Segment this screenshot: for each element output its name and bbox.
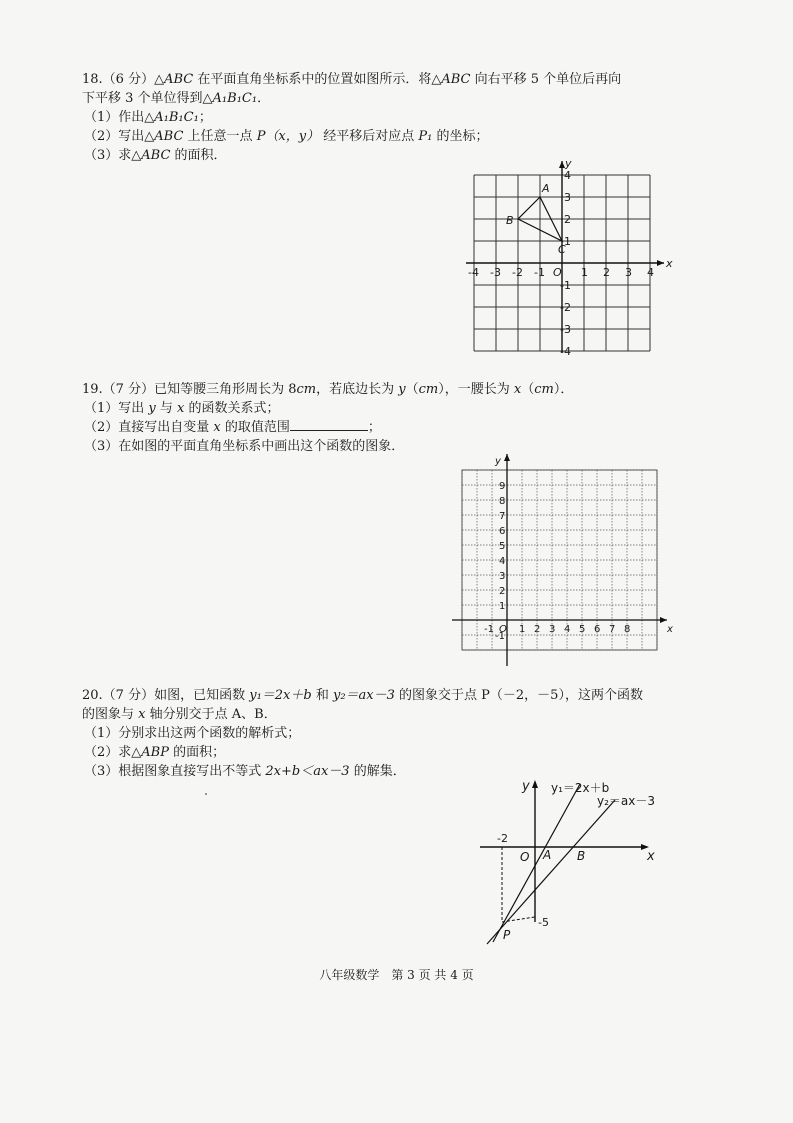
y-tick-label: 5 (499, 541, 506, 552)
x-axis-label: x (667, 624, 673, 635)
y-axis-arrow (532, 780, 538, 788)
y-tick-label: 8 (499, 496, 506, 507)
y-tick-label: 1 (564, 235, 571, 248)
q18-sub1: （1）作出△A₁B₁C₁； (84, 110, 212, 125)
q19-sub1: （1）写出 y 与 x 的函数关系式； (84, 401, 280, 416)
q20-sub1: （1）分别求出这两个函数的解析式； (84, 726, 301, 741)
x-axis-arrow (660, 617, 667, 623)
q20-sub2: （2）求△ABP 的面积； (84, 745, 226, 760)
origin-label: O (499, 624, 507, 635)
x-tick-label: 1 (581, 266, 588, 279)
x-tick-label: -4 (468, 266, 479, 279)
q18-coordinate-grid (462, 155, 673, 358)
y-axis-arrow (504, 454, 510, 461)
x-axis-label: x (666, 257, 673, 270)
x-tick-label: 4 (564, 624, 571, 635)
label-neg2: -2 (497, 832, 508, 845)
y-tick-label: 4 (499, 556, 506, 567)
q18-line2: 下平移 3 个单位得到△A₁B₁C₁． (82, 91, 271, 106)
line-y1 (493, 784, 580, 942)
x-tick-label: -3 (490, 266, 501, 279)
scan-speck (205, 793, 207, 795)
q19-sub3: （3）在如图的平面直角坐标系中画出这个函数的图象． (84, 439, 405, 454)
point-label-a: A (543, 848, 552, 862)
y-tick-label: -4 (560, 345, 571, 358)
x-tick-label: 2 (603, 266, 610, 279)
x-tick-label: 3 (625, 266, 632, 279)
q20-line1: 20.（7 分）如图，已知函数 y₁＝2x＋b 和 y₂＝ax－3 的图象交于点 P（－2，－5），这两个函数 (82, 688, 643, 703)
y-axis-label: y (565, 157, 572, 170)
x-tick-label: -2 (512, 266, 523, 279)
point-label-b: B (577, 849, 586, 863)
page-footer: 八年级数学 第 3 页 共 4 页 (319, 968, 474, 982)
q20-line2: 的图象与 x 轴分别交于点 A、B． (82, 707, 277, 722)
q18-line1: 18.（6 分）△ABC 在平面直角坐标系中的位置如图所示．将△ABC 向右平移 5 个单位后再向 (82, 72, 622, 87)
x-tick-label: 6 (594, 624, 601, 635)
x-tick-label: 8 (624, 624, 631, 635)
x-tick-label: 3 (549, 624, 556, 635)
question-20 (82, 686, 682, 781)
y-tick-label: 6 (499, 526, 506, 537)
label-y2: y₂＝ax－3 (597, 794, 656, 808)
y-axis-label: y (522, 779, 530, 794)
x-tick-label: -1 (484, 624, 494, 635)
label-y1: y₁＝2x＋b (551, 781, 610, 795)
x-axis-arrow (657, 260, 664, 266)
y-tick-label: 7 (499, 511, 506, 522)
line-y2 (487, 800, 615, 944)
origin-label: O (553, 266, 562, 279)
y-axis-label: y (495, 456, 501, 467)
x-tick-label: 5 (579, 624, 586, 635)
point-label-a: A (542, 182, 550, 195)
answer-blank[interactable] (290, 418, 368, 431)
point-label-p: P (503, 928, 511, 942)
question-18 (82, 70, 682, 165)
q18-sub3: （3）求△ABC 的面积． (84, 148, 227, 163)
y-tick-label: 3 (564, 191, 571, 204)
q19-coordinate-grid (450, 448, 673, 668)
y-tick-label: -1 (560, 279, 571, 292)
q20-sub3: （3）根据图象直接写出不等式 2x+b＜ax－3 的解集． (84, 764, 406, 779)
x-tick-label: 2 (534, 624, 541, 635)
y-tick-label: 2 (499, 586, 506, 597)
y-tick-label: 2 (564, 213, 571, 226)
y-tick-label: 1 (499, 601, 506, 612)
x-tick-label: 4 (647, 266, 654, 279)
question-19 (82, 380, 682, 456)
y-tick-label: 3 (499, 571, 506, 582)
x-tick-label: -1 (534, 266, 545, 279)
y-tick-label: -1 (495, 631, 505, 642)
y-tick-label: -2 (560, 301, 571, 314)
x-axis-label: x (647, 849, 655, 864)
x-tick-label: 1 (519, 624, 526, 635)
point-label-b: B (506, 214, 514, 227)
x-tick-label: 7 (609, 624, 616, 635)
origin-label: O (520, 850, 530, 864)
point-label-c: C (558, 243, 566, 256)
q20-function-graph (475, 772, 675, 952)
label-neg5: -5 (538, 916, 549, 929)
q19-line1: 19.（7 分）已知等腰三角形周长为 8cm，若底边长为 y（cm），一腰长为 x（cm）． (82, 382, 574, 397)
y-tick-label: 9 (499, 481, 506, 492)
y-tick-label: 4 (564, 169, 571, 182)
q19-sub2: （2）直接写出自变量 x 的取值范围 ； (84, 420, 381, 435)
y-tick-label: -3 (560, 323, 571, 336)
q18-sub2: （2）写出△ABC 上任意一点 P（x，y） 经平移后对应点 P₁ 的坐标； (84, 129, 489, 144)
